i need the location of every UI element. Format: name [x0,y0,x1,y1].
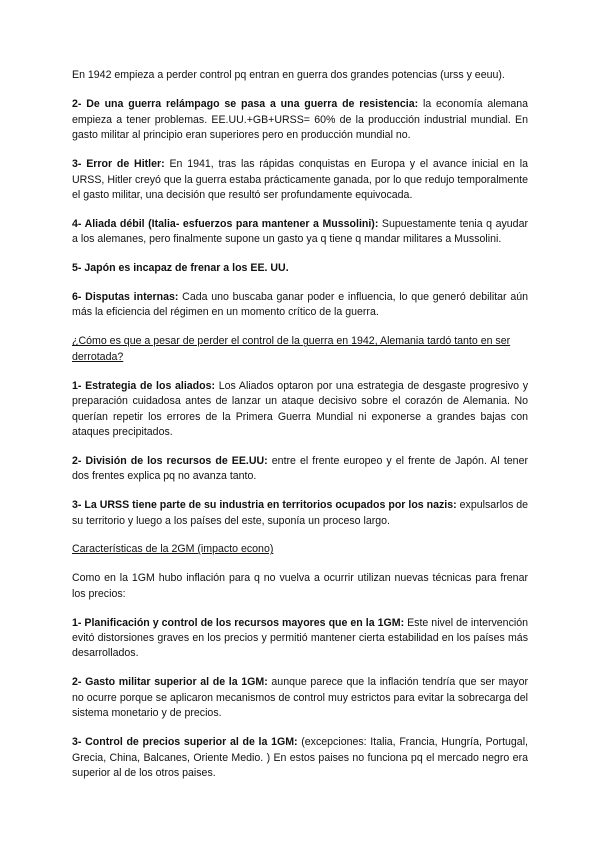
reason-text: Los Aliados optaron por una estrategia de desgaste progresivo y preparación cuidadosa antes de lanzar un ataque decisivo sobre el corazón de Alemania. No querían repetir los errores de la Primera Guerra Mundial ni exponerse a grandes bajas con ataques precipitados. [72,379,528,438]
cause-paragraph [72,217,528,248]
reason-paragraph [72,498,528,529]
feature-text: aunque parece que la inflación tendría que ser mayor no ocurre porque se aplicaron mecanismos de control muy estrictos para evitar la sobrecarga del sistema monetario y de precios. [72,676,529,720]
question-heading: ¿Cómo es que a pesar de perder el control de la guerra en 1942, Alemania tardó tanto en ser derrotada? [72,335,511,363]
cause-paragraph [72,157,528,203]
section-heading: Características de la 2GM (impacto econo) [72,543,274,556]
feature-text: Este nivel de intervención evitó distorsiones graves en los precios y permitió mantener cierta estabilidad en los países más desarrollados. [72,616,529,660]
document-page [72,68,528,795]
reason-text: entre el frente europeo y el frente de Japón. Al tener dos frentes explica pq no avanza tanto. [72,454,528,483]
cause-text: Supuestamente tenia q ayudar a los alemanes, pero finalmente supone un gasto ya q tiene q mandar militares a Mussolini. [72,217,528,246]
feature-paragraph [72,616,528,662]
feature-title: 1- Planificación y control de los recursos mayores que en la 1GM: [72,616,405,629]
feature-title: 3- Control de precios superior al de la 1GM: [72,736,298,749]
cause-title: 2- De una guerra relámpago se pasa a una guerra de resistencia: [72,98,419,111]
cause-title: 3- Error de Hitler: [72,158,165,171]
cause-paragraph [72,290,528,321]
reason-text: expulsarlos de su territorio y luego a los países del este, suponía un proceso largo. [72,499,528,527]
reason-title: 1- Estrategia de los aliados: [72,379,216,392]
reason-paragraph [72,454,528,485]
reason-title: 3- La URSS tiene parte de su industria en territorios ocupados por los nazis: [72,499,457,512]
cause-paragraph [72,97,528,143]
feature-title: 2- Gasto militar superior al de la 1GM: [72,676,268,689]
cause-title: 4- Aliada débil (Italia- esfuerzos para mantener a Mussolini): [72,217,379,230]
cause-text: Cada uno buscaba ganar poder e influencia, lo que generó debilitar aún más la eficiencia del régimen en un momento crítico de la guerra. [72,291,528,319]
cause-title: 6- Disputas internas: [72,291,179,304]
feature-paragraph [72,675,528,721]
cause-title: 5- Japón es incapaz de frenar a los EE. UU. [72,262,289,275]
section-intro: Como en la 1GM hubo inflación para q no vuelva a ocurrir utilizan nuevas técnicas para frenar los precios: [72,572,528,600]
feature-paragraph [72,735,528,781]
cause-text: la economía alemana empieza a tener problemas. EE.UU.+GB+URSS= 60% de la producción industrial mundial. En gasto militar al principio eran superiores pero en producción mundial no. [72,98,528,142]
reason-title: 2- División de los recursos de EE.UU: [72,454,268,467]
cause-text: En 1941, tras las rápidas conquistas en Europa y el avance inicial en la URSS, Hitler creyó que la guerra estaba prácticamente ganada, por lo que redujo temporalmente el gasto militar, una decisión que resultó ser profundamente equivocada. [72,158,528,201]
reason-paragraph [72,379,528,441]
intro-paragraph: En 1942 empieza a perder control pq entran en guerra dos grandes potencias (urss y eeuu). [72,69,505,81]
feature-text: (excepciones: Italia, Francia, Hungría, Portugal, Grecia, China, Balcanes, Oriente Medio. ) En estos paises no funciona pq el mercado negro era superior al de los otros paises. [72,736,529,779]
cause-paragraph [72,261,528,276]
